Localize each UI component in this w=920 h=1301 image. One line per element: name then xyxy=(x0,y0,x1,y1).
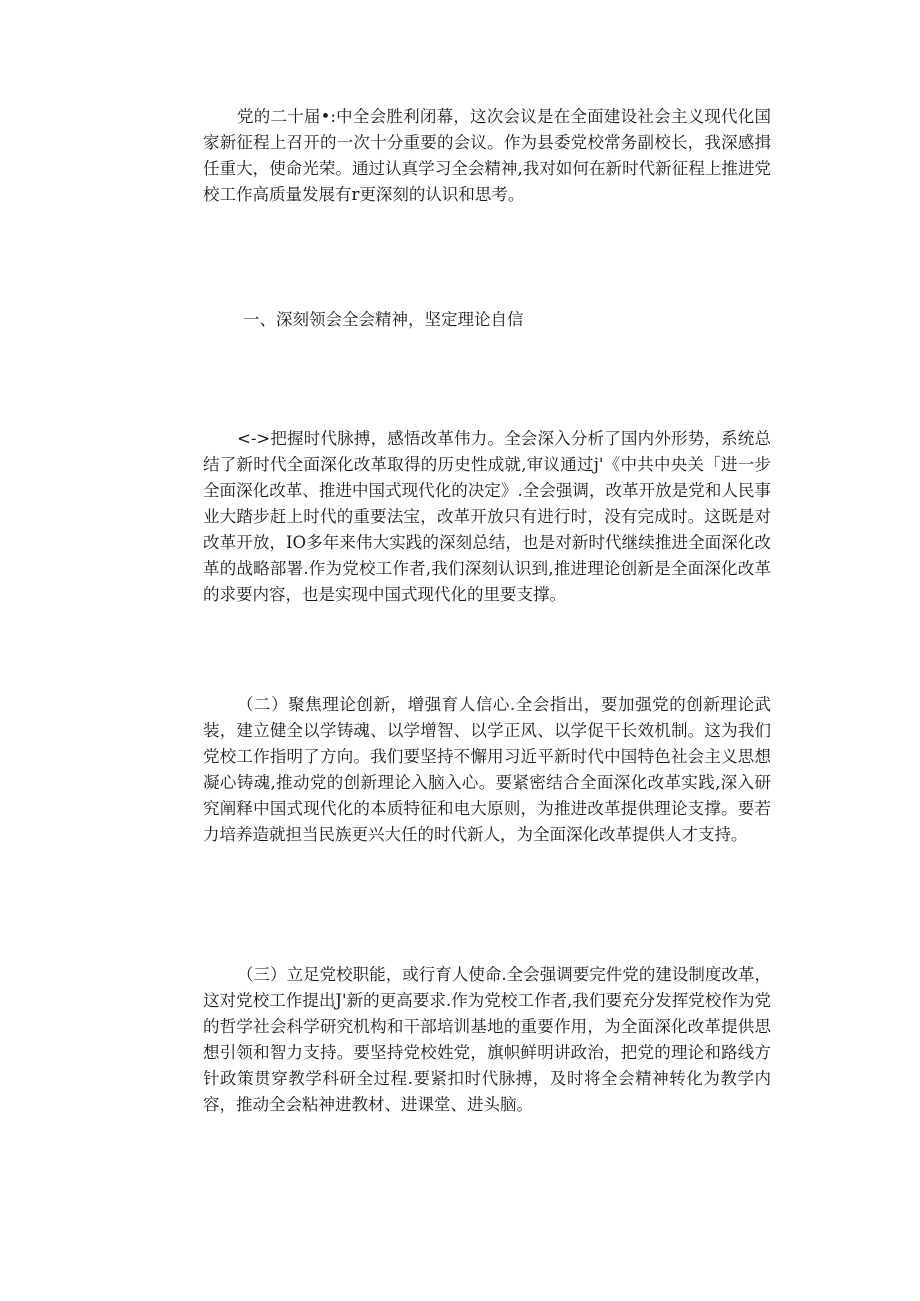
section-heading-1: 一、深刻领会全会精神，坚定理论自信 xyxy=(243,310,524,329)
paragraph-two: （二）聚焦理论创新，增强育人信心.全会指出，要加强党的创新理论武装，建立健全以学铸魂、以学增智、以学正风、以学促干长效机制。这为我们党校工作指明了方向。我们要坚持不懈用习近平新时代中国特色社会主义思想凝心铸魂,推动党的创新理论入脑入心。要紧密结合全面深化改革实践,深入研究阐释中国式现代化的本质特征和电大原则，为推进改革提供理论支撑。要若力培养造就担当民族更兴大任的时代新人，为全面深化改革提供人才支持。 xyxy=(203,695,771,844)
intro-paragraph: 党的二十届•:中全会胜利闭幕，这次会议是在全面建设社会主义现代化国家新征程上召开的一次十分重要的会议。作为县委党校常务副校长，我深感揖任重大，使命光荣。通过认真学习全会精神,我对如何在新时代新征程上推进党校工作高质量发展有r更深刻的认识和思考。 xyxy=(203,107,771,204)
paragraph-three: （三）立足党校职能，或行育人使命.全会强调要完件党的建设制度改革，这对党校工作提出J'新的更高要求.作为党校工作者,我们要充分发挥党校作为党的哲学社会科学研究机构和干部培训基地的重要作用，为全面深化改革提供思想引领和智力支持。要坚持党校姓党，旗帜鲜明讲政治，把党的理论和路线方针政策贯穿教学科研全过程.要紧扣时代脉搏，及时将全会精神转化为教学内容，推动全会粘神进教材、进课堂、进头脑。 xyxy=(203,965,771,1114)
paragraph-one: <->把握时代脉搏，感悟改革伟力。全会深入分析了国内外形势，系统总结了新时代全面深化改革取得的历史性成就,审议通过j'《中共中央关「进一步全面深化改革、推进中国式现代化的决定》.全会强调，改革开放是党和人民事业大踏步赶上时代的重要法宝，改革开放只有进行时，没有完成时。这既是对改革开放，IO多年来伟大实践的深刻总结，也是对新时代继续推进全面深化改革的战略部署.作为党校工作者,我们深刻认识到,推进理论创新是全面深化改革的求要内容，也是实现中国式现代化的里要支撑。 xyxy=(203,429,771,604)
